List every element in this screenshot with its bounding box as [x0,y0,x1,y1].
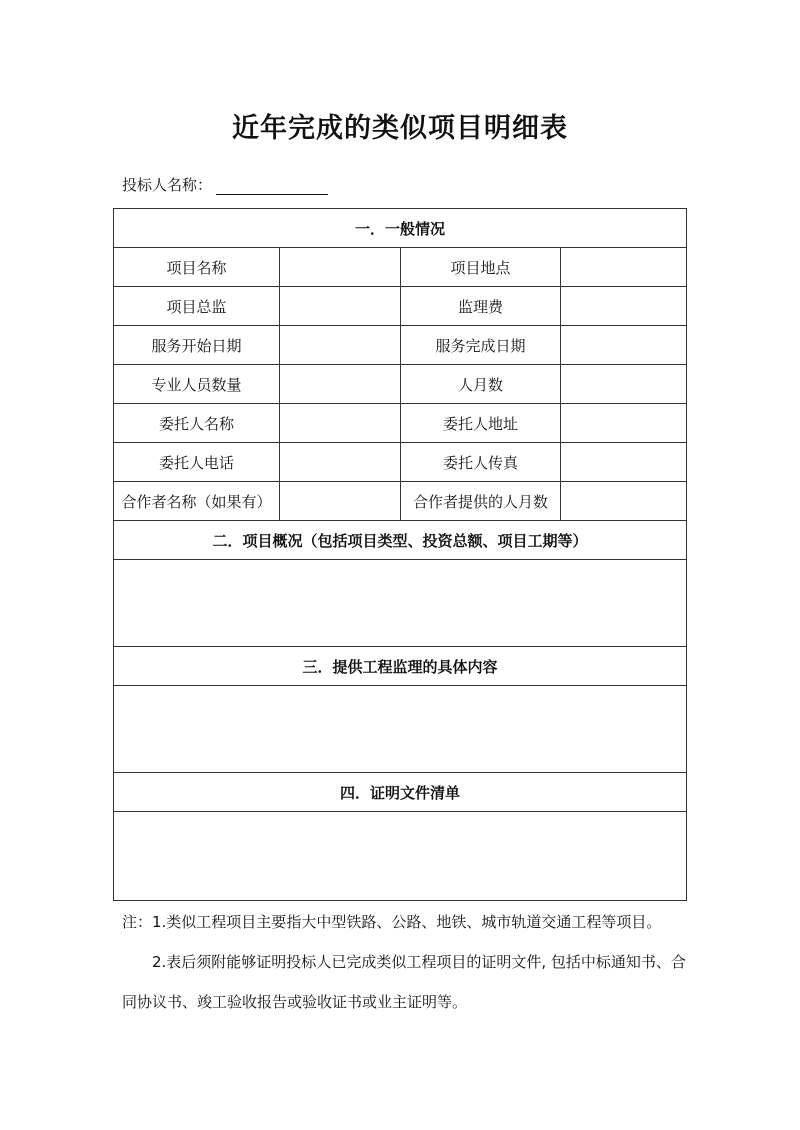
supervision-fee-cell[interactable] [561,287,687,326]
content-input-area[interactable] [114,686,687,773]
table-row [114,248,687,287]
page-title: 近年完成的类似项目明细表 [232,113,568,144]
client-fax-cell[interactable] [561,443,687,482]
service-start-date-cell[interactable] [280,326,401,365]
partner-name-cell[interactable] [280,482,401,521]
partner-person-months-cell[interactable] [561,482,687,521]
overview-input-area[interactable] [114,560,687,647]
row-label: 监理费 [401,287,561,326]
service-end-date-cell[interactable] [561,326,687,365]
row-label: 合作者名称（如果有） [114,482,280,521]
table-row [114,443,687,482]
client-phone-cell[interactable] [280,443,401,482]
row-label: 委托人名称 [114,404,280,443]
notes [122,902,692,1022]
project-location-cell[interactable] [561,248,687,287]
section-docs-header: 四．证明文件清单 [114,773,687,812]
client-address-cell[interactable] [561,404,687,443]
bidder-name-label: 投标人名称： [122,176,213,194]
row-label: 合作者提供的人月数 [401,482,561,521]
section-content-header: 三．提供工程监理的具体内容 [114,647,687,686]
table-row [114,326,687,365]
row-label: 委托人传真 [401,443,561,482]
section-overview-header: 二．项目概况（包括项目类型、投资总额、项目工期等） [114,521,687,560]
row-label: 项目名称 [114,248,280,287]
row-label: 服务完成日期 [401,326,561,365]
person-months-cell[interactable] [561,365,687,404]
client-name-cell[interactable] [280,404,401,443]
project-name-cell[interactable] [280,248,401,287]
note-1: 注：1.类似工程项目主要指大中型铁路、公路、地铁、城市轨道交通工程等项目。 [122,913,662,931]
row-label: 项目总监 [114,287,280,326]
row-label: 委托人地址 [401,404,561,443]
docs-input-area[interactable] [114,812,687,901]
row-label: 人月数 [401,365,561,404]
table-row [114,365,687,404]
note-2: 2.表后须附能够证明投标人已完成类似工程项目的证明文件, 包括中标通知书、合同协议书、竣工验收报告或验收证书或业主证明等。 [122,953,686,1011]
row-label: 项目地点 [401,248,561,287]
row-label: 委托人电话 [114,443,280,482]
table-row [114,404,687,443]
row-label: 服务开始日期 [114,326,280,365]
table-row [114,482,687,521]
bidder-name-line [122,174,328,195]
staff-count-cell[interactable] [280,365,401,404]
project-director-cell[interactable] [280,287,401,326]
project-detail-table [113,208,687,901]
bidder-name-blank[interactable] [216,176,328,195]
table-row [114,287,687,326]
row-label: 专业人员数量 [114,365,280,404]
section-general-header: 一．一般情况 [114,209,687,248]
